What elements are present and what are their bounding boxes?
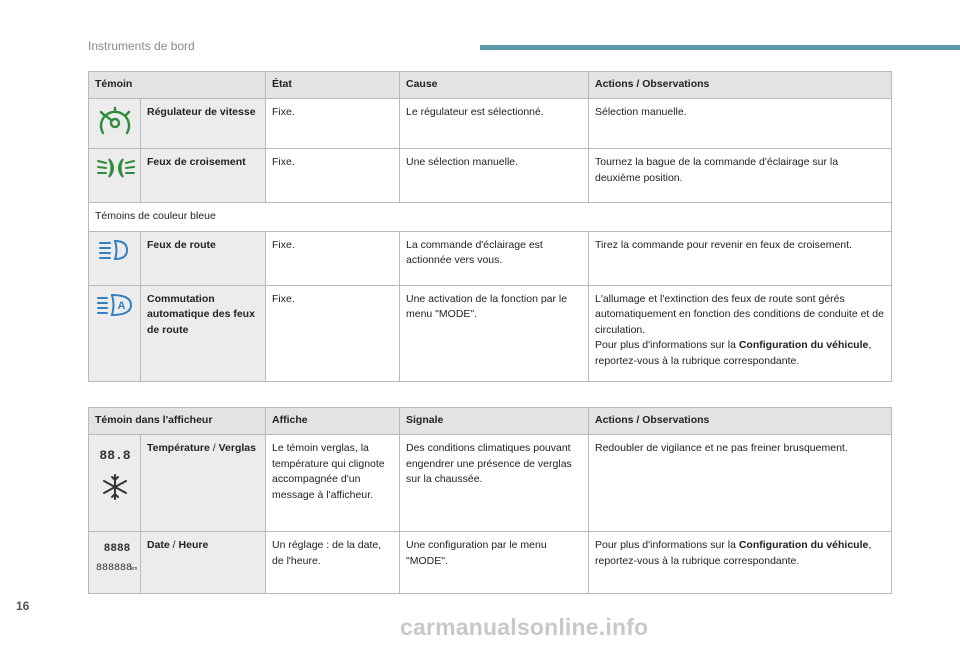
table-row — [89, 99, 892, 149]
name-part: Heure — [178, 539, 209, 551]
row-name — [141, 532, 266, 594]
section-title: Instruments de bord — [88, 39, 195, 53]
table-header-row — [89, 408, 892, 435]
action-text: Pour plus d'informations sur la — [595, 339, 739, 351]
date-time-icon — [89, 532, 141, 594]
table-row — [89, 532, 892, 594]
section-label: Témoins de couleur bleue — [89, 203, 892, 232]
row-state: Fixe. — [266, 149, 400, 203]
row-cause: Le régulateur est sélectionné. — [400, 99, 589, 149]
svg-text:A: A — [117, 299, 126, 312]
row-state: Fixe. — [266, 231, 400, 285]
row-cause: La commande d'éclairage est actionnée vers vous. — [400, 231, 589, 285]
row-signals: Des conditions climatiques pouvant engendrer une présence de verglas sur la chaussée. — [400, 435, 589, 532]
col-header-temoin: Témoin — [89, 72, 266, 99]
row-name: Feux de croisement — [141, 149, 266, 203]
temperature-frost-icon — [89, 435, 141, 532]
action-reference: Configuration du véhicule — [738, 339, 869, 351]
page-number: 16 — [16, 599, 30, 613]
name-part: Verglas — [218, 442, 256, 454]
col-header-signale: Signale — [400, 408, 589, 435]
row-cause: Une activation de la fonction par le menu "MODE". — [400, 285, 589, 381]
action-text: , reportez-vous à la rubrique correspondante. — [595, 339, 872, 367]
low-beam-icon — [89, 149, 141, 203]
row-action: Tournez la bague de la commande d'éclairage sur la deuxième position. — [589, 149, 892, 203]
name-part: Date — [147, 539, 170, 551]
col-header-temoin-afficheur: Témoin dans l'afficheur — [89, 408, 266, 435]
action-paragraph: L'allumage et l'extinction des feux de route sont gérés automatiquement en fonction des conditions de conduite et de circulation. — [595, 292, 884, 336]
row-action: Sélection manuelle. — [589, 99, 892, 149]
indicator-table — [88, 71, 892, 382]
col-header-affiche: Affiche — [266, 408, 400, 435]
table-row — [89, 285, 892, 381]
table-row — [89, 149, 892, 203]
row-action: Redoubler de vigilance et ne pas freiner brusquement. — [589, 435, 892, 532]
row-shows: Le témoin verglas, la température qui clignote accompagnée d'un message à l'afficheur. — [266, 435, 400, 532]
row-signals: Une configuration par le menu "MODE". — [400, 532, 589, 594]
action-reference: Configuration du véhicule — [738, 539, 869, 551]
row-action: Tirez la commande pour revenir en feux de croisement. — [589, 231, 892, 285]
watermark: carmanualsonline.info — [400, 614, 649, 640]
col-header-actions: Actions / Observations — [589, 408, 892, 435]
odometer-unit: km — [130, 566, 138, 572]
display-indicator-table — [88, 407, 892, 594]
section-row — [89, 203, 892, 232]
col-header-etat: État — [266, 72, 400, 99]
col-header-actions: Actions / Observations — [589, 72, 892, 99]
auto-high-beam-icon — [89, 285, 141, 381]
table-header-row — [89, 72, 892, 99]
temperature-digits: 88.8 — [99, 448, 131, 463]
action-text: , reportez-vous à la rubrique correspondante. — [595, 539, 872, 567]
clock-digits: 8888 — [103, 543, 131, 555]
row-state: Fixe. — [266, 285, 400, 381]
header-accent-bar — [480, 45, 960, 50]
row-name: Régulateur de vitesse — [141, 99, 266, 149]
name-separator: / — [169, 539, 179, 551]
action-text: Pour plus d'informations sur la — [595, 539, 739, 551]
row-state: Fixe. — [266, 99, 400, 149]
row-action — [589, 532, 892, 594]
row-action — [589, 285, 892, 381]
row-name: Feux de route — [141, 231, 266, 285]
table-row — [89, 435, 892, 532]
name-separator: / — [209, 442, 219, 454]
row-name: Commutation automatique des feux de route — [141, 285, 266, 381]
row-name — [141, 435, 266, 532]
table-row — [89, 231, 892, 285]
row-shows: Un réglage : de la date, de l'heure. — [266, 532, 400, 594]
name-part: Température — [147, 442, 210, 454]
col-header-cause: Cause — [400, 72, 589, 99]
row-cause: Une sélection manuelle. — [400, 149, 589, 203]
cruise-control-icon — [89, 99, 141, 149]
high-beam-icon — [89, 231, 141, 285]
odometer-digits: 888888 — [95, 563, 133, 574]
